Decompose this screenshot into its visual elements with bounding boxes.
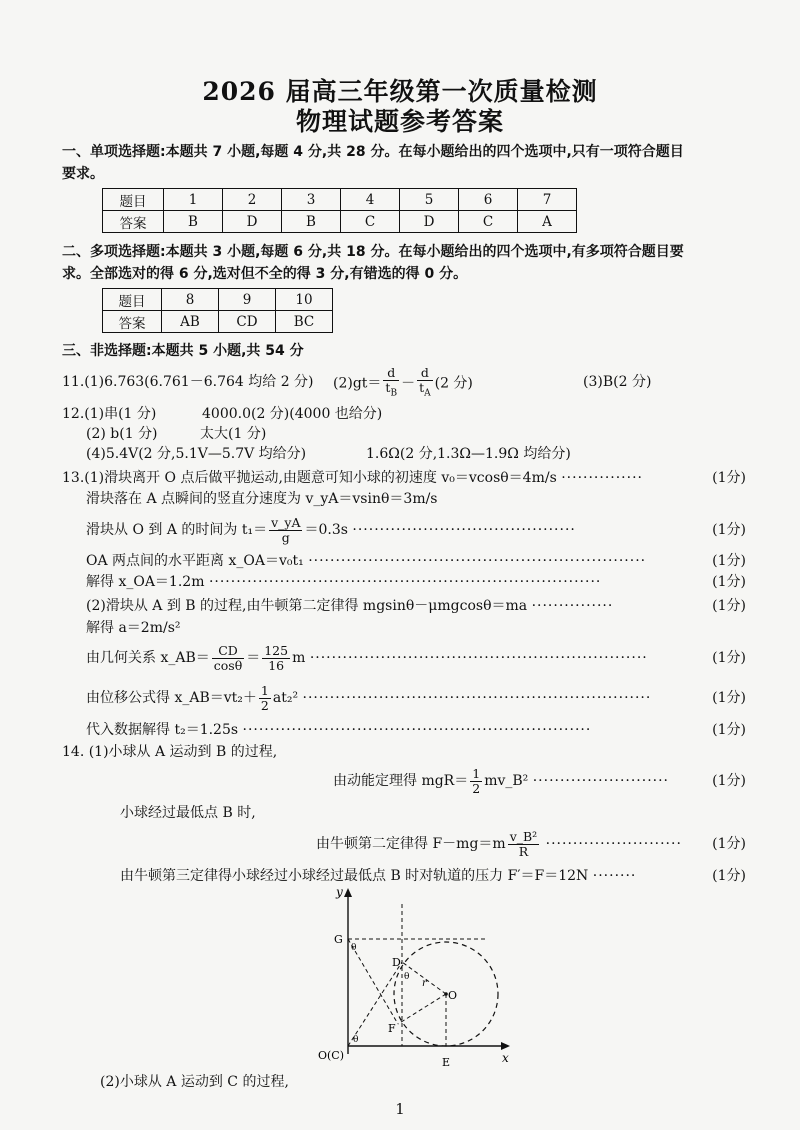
table-cell: B xyxy=(164,211,223,233)
score-label: (1分) xyxy=(712,470,746,486)
table-cell: 2 xyxy=(223,189,282,211)
x-axis-arrow xyxy=(501,1042,510,1050)
q14-line2: 由动能定理得 mgR＝ $\frac{1}{2}$ mv_B² ························· xyxy=(333,765,669,796)
q11-part3: (3)B(2 分) xyxy=(583,374,652,390)
label-x: x xyxy=(502,1051,509,1065)
multi-choice-answer-table xyxy=(102,288,333,333)
q13-line10: 代入数据解得 t₂＝1.25s ································································ xyxy=(86,722,592,738)
score-label: (1分) xyxy=(712,690,746,706)
score-label: (1分) xyxy=(712,722,746,738)
table-cell: 7 xyxy=(518,189,577,211)
table-cell: 1 xyxy=(164,189,223,211)
table-cell: 8 xyxy=(162,289,219,311)
score-label: (1分) xyxy=(712,773,746,789)
table-cell: 10 xyxy=(276,289,333,311)
table-cell: 5 xyxy=(400,189,459,211)
line-o-f xyxy=(398,994,446,1024)
q14-line5: 由牛顿第三定律得小球经过小球经过最低点 B 时对轨道的压力 F′＝F＝12N ········ xyxy=(120,868,637,884)
q12-line1a: 12.(1)串(1 分) xyxy=(62,406,157,422)
label-r: r xyxy=(422,978,427,989)
table-cell: 9 xyxy=(219,289,276,311)
label-theta-d: θ xyxy=(404,972,410,982)
score-label: (1分) xyxy=(712,868,746,884)
q13-line8: 由几何关系 x_AB＝ $\frac{CD}{\cos\theta}$ ＝ $\frac{125}{16}$ m ······························································ xyxy=(86,642,648,673)
score-label: (1分) xyxy=(712,598,746,614)
table-cell: D xyxy=(223,211,282,233)
table-row-label: 答案 xyxy=(103,211,164,233)
label-g: G xyxy=(334,933,343,946)
page-title: 2026 届高三年级第一次质量检测 xyxy=(202,77,598,106)
score-label: (1分) xyxy=(712,522,746,538)
table-row xyxy=(103,189,577,211)
score-label: (1分) xyxy=(712,836,746,852)
q14-line6: (2)小球从 A 运动到 C 的过程, xyxy=(100,1074,289,1090)
q13-line6: (2)滑块从 A 到 B 的过程,由牛顿第二定律得 mgsinθ－μmgcosθ＝ma ··············· xyxy=(86,598,614,614)
table-row xyxy=(103,311,333,333)
q14-line4: 由牛顿第二定律得 F－mg＝m $\frac{\text{v\_B²}}{R}$ ························· xyxy=(316,828,682,859)
table-cell: B xyxy=(282,211,341,233)
section1-heading: 一、单项选择题:本题共 7 小题,每题 4 分,共 28 分。在每小题给出的四个选项中,只有一项符合题目 要求。 xyxy=(62,144,684,182)
score-label: (1分) xyxy=(712,574,746,590)
label-y: y xyxy=(336,885,343,899)
table-cell: CD xyxy=(219,311,276,333)
fraction: $\frac{1}{2}$ xyxy=(260,682,269,713)
label-theta-c: θ xyxy=(353,1035,359,1045)
fraction: $\frac{1}{2}$ xyxy=(472,765,481,796)
geometry-figure xyxy=(310,884,520,1074)
q12-line3a: (4)5.4V(2 分,5.1V—5.7V 均给分) xyxy=(86,446,307,462)
q13-line2: 滑块落在 A 点瞬间的竖直分速度为 v_yA＝vsinθ＝3m/s xyxy=(86,491,438,507)
q13-line1: 13.(1)滑块离开 O 点后做平抛运动,由题意可知小球的初速度 v₀＝vcosθ＝4m/s ··············· xyxy=(62,470,643,486)
label-d: D xyxy=(392,956,401,969)
label-f: F xyxy=(388,1022,396,1035)
table-cell: BC xyxy=(276,311,333,333)
q13-line4: OA 两点间的水平距离 x_OA＝v₀t₁ ······························································ xyxy=(86,553,647,569)
table-row-label: 答案 xyxy=(103,311,162,333)
table-row xyxy=(103,289,333,311)
fraction: $\frac{\text{v\_B²}}{R}$ xyxy=(509,828,538,859)
table-row-label: 题目 xyxy=(103,289,162,311)
q13-line9: 由位移公式得 x_AB＝vt₂＋ $\frac{1}{2}$ at₂² ································································ xyxy=(86,682,652,713)
fraction: $\frac{d}{t_B}$ xyxy=(385,365,398,399)
table-cell: D xyxy=(400,211,459,233)
q12-line1b: 4000.0(2 分)(4000 也给分) xyxy=(202,406,383,422)
q14-line3: 小球经过最低点 B 时, xyxy=(120,805,256,821)
table-row xyxy=(103,211,577,233)
label-o: O xyxy=(448,989,458,1002)
q12-line3b: 1.6Ω(2 分,1.3Ω—1.9Ω 均给分) xyxy=(366,446,571,462)
q11-part2: (2)gt＝ $\frac{d}{t_B}$ － $\frac{d}{t_A}$ (2 分) xyxy=(333,365,473,399)
table-cell: 3 xyxy=(282,189,341,211)
section2-heading: 二、多项选择题:本题共 3 小题,每题 6 分,共 18 分。在每小题给出的四个选项中,有多项符合题目要 求。全部选对的得 6 分,选对但不全的得 3 分,有错选的得 0 分。 xyxy=(62,244,684,282)
fraction: $\frac{CD}{\cos\theta}$ xyxy=(213,642,243,673)
table-cell: 4 xyxy=(341,189,400,211)
score-label: (1分) xyxy=(712,650,746,666)
page-subtitle: 物理试题参考答案 xyxy=(295,107,504,136)
table-cell: A xyxy=(518,211,577,233)
label-origin: O(C) xyxy=(318,1049,345,1062)
table-cell: 6 xyxy=(459,189,518,211)
table-row-label: 题目 xyxy=(103,189,164,211)
single-choice-answer-table xyxy=(102,188,577,233)
section3-heading: 三、非选择题:本题共 5 小题,共 54 分 xyxy=(62,343,304,359)
label-theta-g: θ xyxy=(351,943,357,953)
q11-part1: 11.(1)6.763(6.761－6.764 均给 2 分) xyxy=(62,374,314,390)
q12-line2b: 太大(1 分) xyxy=(200,426,267,442)
label-e: E xyxy=(442,1056,451,1069)
table-cell: C xyxy=(459,211,518,233)
q12-line2a: (2) b(1 分) xyxy=(86,426,158,442)
table-cell: AB xyxy=(162,311,219,333)
fraction: $\frac{d}{t_A}$ xyxy=(419,365,431,399)
fraction: $\frac{v\_yA}{g}$ xyxy=(271,514,301,545)
score-label: (1分) xyxy=(712,553,746,569)
y-axis-arrow xyxy=(344,888,352,897)
page-number: 1 xyxy=(395,1100,405,1118)
q13-line3: 滑块从 O 到 A 的时间为 t₁＝ $\frac{v\_yA}{g}$ ＝0.3s ········································· xyxy=(86,514,576,545)
table-cell: C xyxy=(341,211,400,233)
fraction: $\frac{125}{16}$ xyxy=(264,642,289,673)
q14-line1: 14. (1)小球从 A 运动到 B 的过程, xyxy=(62,744,278,760)
q13-line7: 解得 a＝2m/s² xyxy=(86,620,181,636)
q13-line5: 解得 x_OA＝1.2m ········································································ xyxy=(86,574,602,590)
